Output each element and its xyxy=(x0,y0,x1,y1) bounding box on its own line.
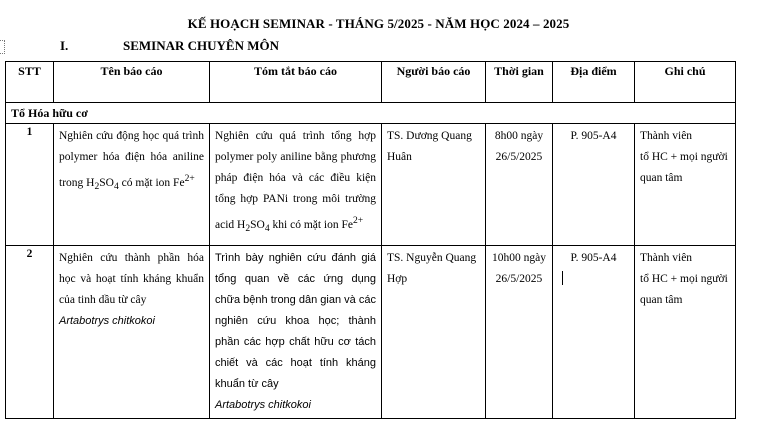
title-sub: 4 xyxy=(113,181,119,193)
title-sub: 2 xyxy=(94,181,100,193)
header-time: Thời gian xyxy=(486,62,553,103)
row-note-cell[interactable] xyxy=(635,246,736,419)
note-line: tổ HC + mọi người quan tâm xyxy=(640,151,728,184)
row-summary xyxy=(210,246,381,416)
row-stt[interactable]: 1 xyxy=(6,124,54,246)
summary-text: Trình bày nghiên cứu đánh giá tổng quan về các ứng dụng chữa bệnh trong dân gian và các nghiên cứu khoa học; thành phần các hợp chất hữu cơ tách chiết và các hoạt tính kháng khuẩn từ cây xyxy=(215,252,376,390)
row-presenter-cell[interactable] xyxy=(382,124,486,246)
row-title-cell[interactable] xyxy=(54,246,210,419)
title-text: Nghiên cứu động học quá trình polymer hóa điện hóa aniline trong H xyxy=(59,130,204,189)
header-summary: Tóm tắt báo cáo xyxy=(210,62,382,103)
title-sup: 2+ xyxy=(184,173,195,184)
row-location-cell[interactable] xyxy=(553,124,635,246)
row-note-cell[interactable] xyxy=(635,124,736,246)
header-note: Ghi chú xyxy=(635,62,736,103)
text-cursor xyxy=(562,271,563,285)
summary-species: Artabotrys chitkokoi xyxy=(215,399,311,411)
row-title xyxy=(54,124,209,197)
table-move-handle[interactable] xyxy=(0,40,5,54)
seminar-table xyxy=(5,61,736,419)
row-note xyxy=(635,124,735,189)
row-time: 8h00 ngày 26/5/2025 xyxy=(494,130,544,163)
table-header-row xyxy=(6,62,736,103)
row-summary-cell[interactable] xyxy=(210,124,382,246)
summary-sub: 4 xyxy=(264,223,270,235)
summary-sub: 2 xyxy=(245,223,251,235)
row-title xyxy=(54,246,209,332)
title-text: SO xyxy=(99,176,114,189)
header-title: Tên báo cáo xyxy=(54,62,210,103)
summary-text: SO xyxy=(250,218,265,231)
table-row xyxy=(6,124,736,246)
section-title: SEMINAR CHUYÊN MÔN xyxy=(123,38,279,53)
group-label: Tổ Hóa hữu cơ xyxy=(6,103,736,124)
title-species: Artabotrys chitkokoi xyxy=(59,315,155,327)
summary-text: khi có mặt ion Fe xyxy=(269,218,354,231)
row-time: 10h00 ngày 26/5/2025 xyxy=(492,252,546,285)
summary-sup: 2+ xyxy=(353,215,364,226)
row-time-cell[interactable] xyxy=(486,124,553,246)
row-location: P. 905-A4 xyxy=(570,130,617,142)
row-summary xyxy=(210,124,381,239)
row-note xyxy=(635,246,735,311)
row-summary-cell[interactable] xyxy=(210,246,382,419)
table-row xyxy=(6,246,736,419)
row-presenter: TS. Dương Quang Huân xyxy=(387,130,472,163)
row-stt[interactable]: 2 xyxy=(6,246,54,419)
row-presenter: TS. Nguyễn Quang Hợp xyxy=(387,252,477,285)
row-location-cell[interactable] xyxy=(553,246,635,419)
row-time-cell[interactable] xyxy=(486,246,553,419)
note-line: Thành viên xyxy=(640,130,693,142)
title-text: Nghiên cứu thành phần hóa học và hoạt tính kháng khuẩn của tinh dầu từ cây xyxy=(59,252,204,306)
note-line: Thành viên xyxy=(640,252,693,264)
document-title: KẾ HOẠCH SEMINAR - THÁNG 5/2025 - NĂM HỌC 2024 – 2025 xyxy=(187,16,570,31)
row-presenter-cell[interactable] xyxy=(382,246,486,419)
header-presenter: Người báo cáo xyxy=(382,62,486,103)
header-stt: STT xyxy=(6,62,54,103)
row-location: P. 905-A4 xyxy=(570,252,617,264)
row-title-cell[interactable] xyxy=(54,124,210,246)
title-text: có mặt ion Fe xyxy=(118,176,185,189)
summary-text: Nghiên cứu quá trình tổng hợp polymer poly aniline bằng phương pháp điện hóa và các điều kiện tổng hợp PANi trong môi trường acid H xyxy=(215,130,376,231)
group-row xyxy=(6,103,736,124)
header-location: Địa điểm xyxy=(553,62,635,103)
note-line: tổ HC + mọi người quan tâm xyxy=(640,273,728,306)
section-number: I. xyxy=(60,38,69,53)
